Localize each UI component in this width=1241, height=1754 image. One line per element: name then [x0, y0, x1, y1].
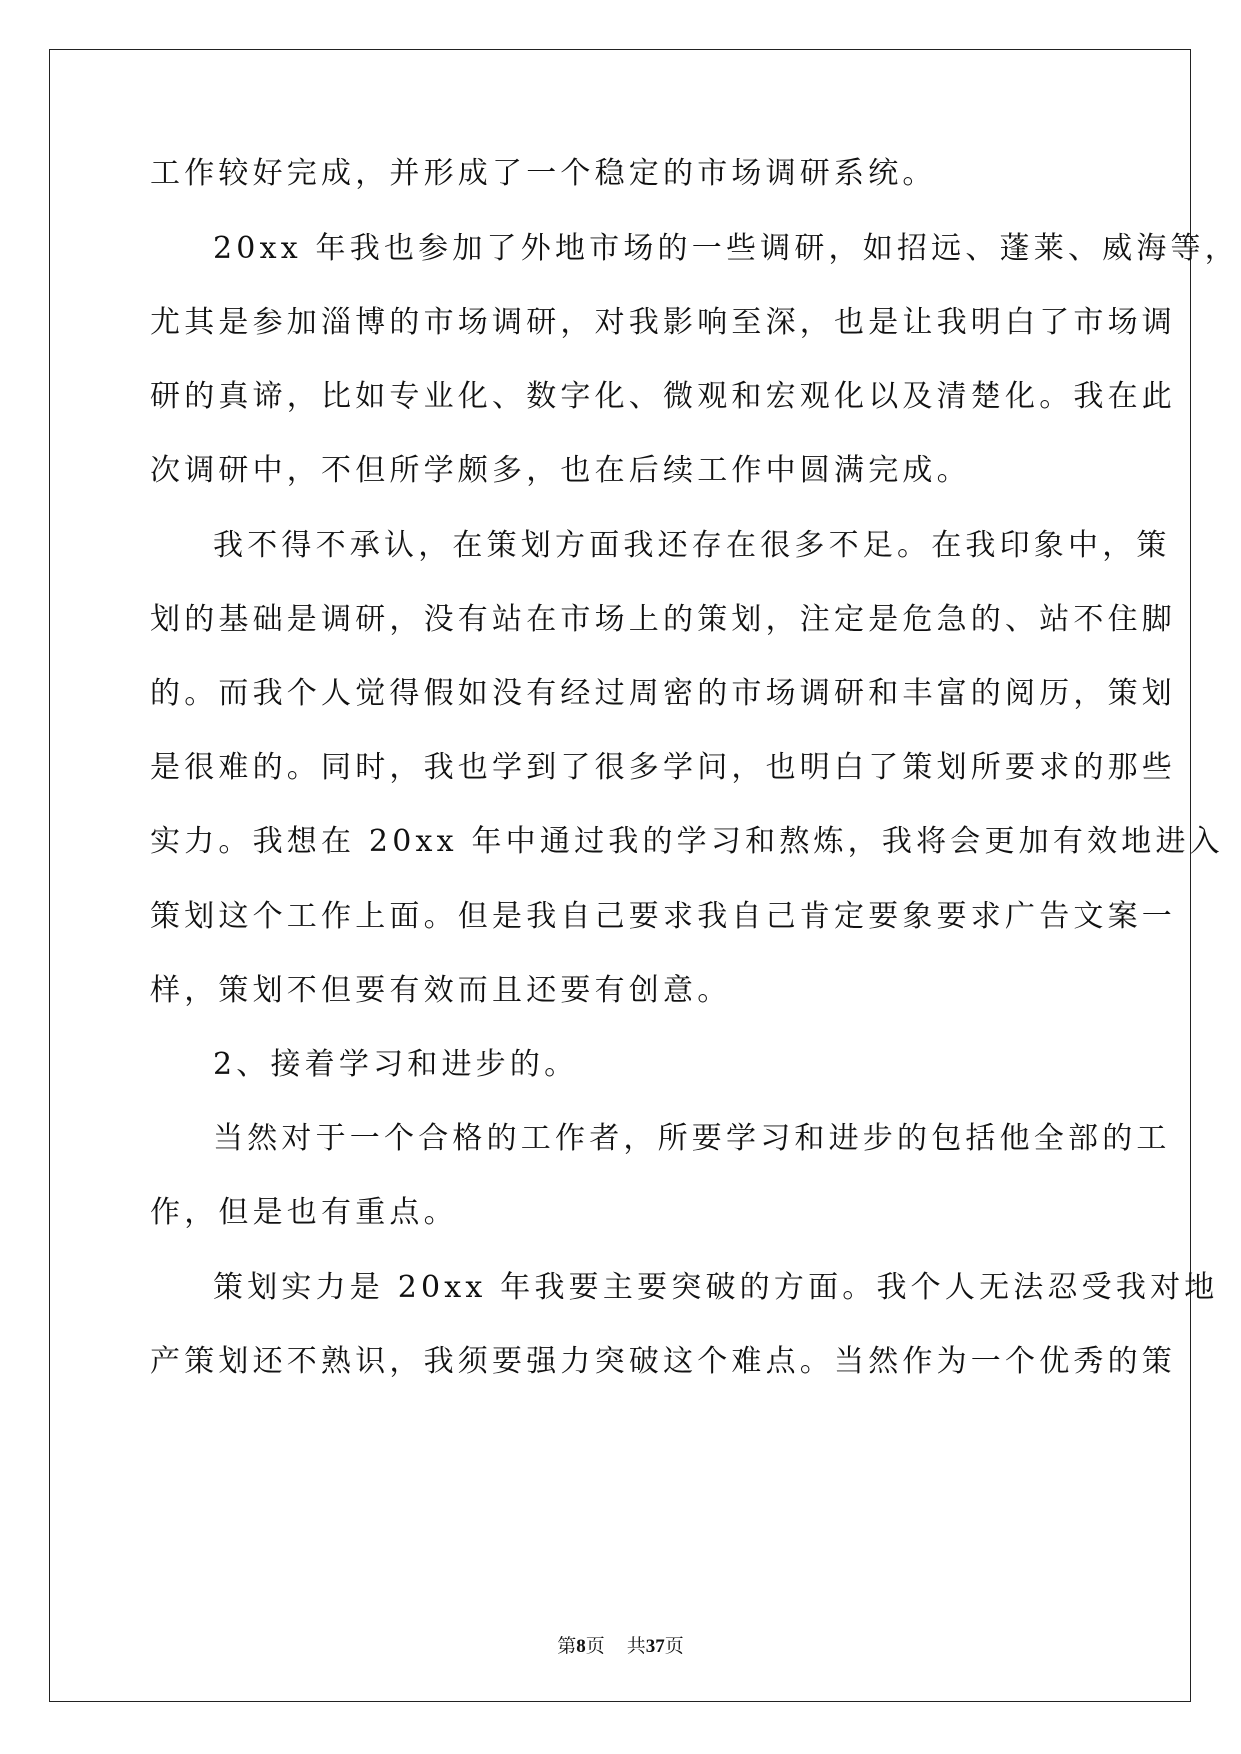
total-pages: 37: [645, 1636, 665, 1657]
text-line: 当然对于一个合格的工作者，所要学习和进步的包括他全部的工: [213, 1121, 1171, 1156]
text-line: 研的真谛，比如专业化、数字化、微观和宏观化以及清楚化。我在此: [150, 379, 1176, 414]
text-line: 尤其是参加淄博的市场调研，对我影响至深，也是让我明白了市场调: [150, 305, 1176, 340]
text-line: 工作较好完成，并形成了一个稳定的市场调研系统。: [150, 156, 937, 191]
text-line: 的。而我个人觉得假如没有经过周密的市场调研和丰富的阅历，策划: [150, 676, 1176, 711]
text-line: 产策划还不熟识，我须要强力突破这个难点。当然作为一个优秀的策: [150, 1344, 1176, 1379]
text-line: 2、接着学习和进步的。: [213, 1047, 579, 1082]
total-suffix: 页: [664, 1635, 684, 1657]
page-number: 8: [576, 1636, 586, 1657]
text-line: 策划这个工作上面。但是我自己要求我自己肯定要象要求广告文案一: [150, 899, 1176, 934]
text-line: 作，但是也有重点。: [150, 1195, 458, 1230]
text-line: 样，策划不但要有效而且还要有创意。: [150, 973, 732, 1008]
total-prefix: 共: [626, 1635, 646, 1657]
text-line: 20xx 年我也参加了外地市场的一些调研，如招远、蓬莱、威海等，: [213, 231, 1239, 266]
page-border: [49, 49, 1191, 1702]
text-line: 次调研中，不但所学颇多，也在后续工作中圆满完成。: [150, 453, 971, 488]
page-prefix: 第: [557, 1635, 577, 1657]
text-line: 实力。我想在 20xx 年中通过我的学习和熬炼，我将会更加有效地进入: [150, 824, 1224, 859]
text-line: 划的基础是调研，没有站在市场上的策划，注定是危急的、站不住脚: [150, 602, 1176, 637]
text-line: 策划实力是 20xx 年我要主要突破的方面。我个人无法忍受我对地: [213, 1270, 1219, 1305]
text-line: 是很难的。同时，我也学到了很多学问，也明白了策划所要求的那些: [150, 750, 1176, 785]
page-suffix: 页: [585, 1635, 605, 1657]
text-line: 我不得不承认，在策划方面我还存在很多不足。在我印象中，策: [213, 528, 1171, 563]
page-footer: [0, 1634, 1241, 1659]
